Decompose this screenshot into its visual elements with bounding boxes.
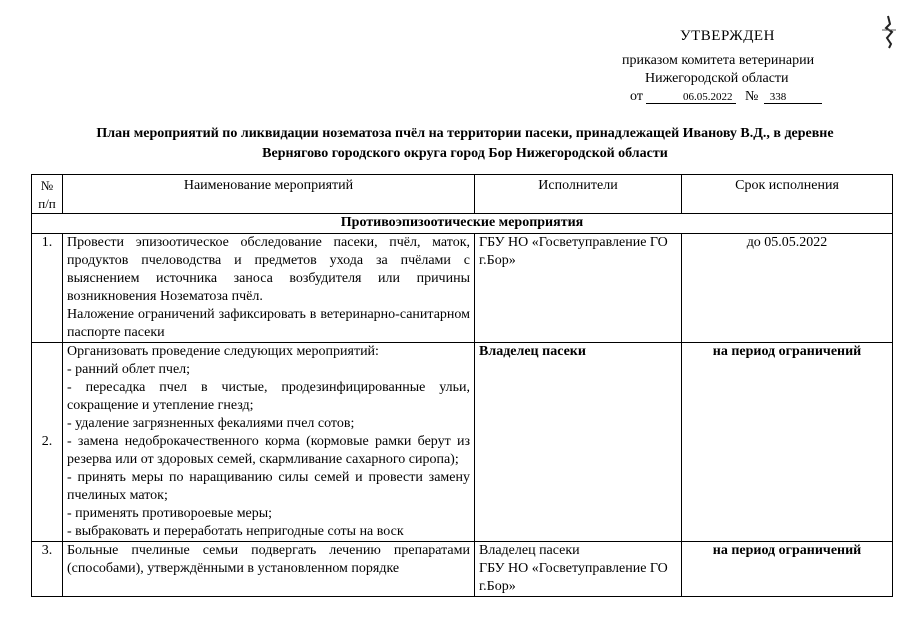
approval-line-1: приказом комитета ветеринарии (622, 53, 815, 68)
measure-line: Больные пчелиные семьи подвергать лечению препаратами (способами), утверждёнными в установленном порядке (67, 543, 470, 576)
header-deadline: Срок исполнения (682, 175, 893, 214)
executors-cell (475, 234, 682, 343)
document-title-line-2: Вернягово городского округа город Бор Нижегородской области (262, 146, 668, 161)
scan-artifact-mark (878, 14, 900, 50)
measure-line: - принять меры по наращиванию силы семей и провести замену пчелиных маток; (67, 470, 470, 503)
table-header-row (32, 175, 893, 214)
executor: Владелец пасеки (479, 344, 586, 359)
executors-cell (475, 343, 682, 542)
measure-line: - ранний облет пчел; (67, 362, 191, 377)
approval-title: УТВЕРЖДЕН (680, 28, 775, 44)
measures-table (31, 174, 893, 597)
document-title (40, 124, 890, 164)
measure-text (63, 234, 475, 343)
executor: Владелец пасеки (479, 543, 580, 558)
measure-line: - пересадка пчел в чистые, продезинфицированные ульи, сокращение и утепление гнезд; (67, 380, 470, 413)
deadline-cell: на период ограничений (682, 542, 893, 597)
header-no: № п/п (32, 175, 63, 214)
table-row (32, 343, 893, 542)
section-row (32, 214, 893, 234)
measure-text (63, 542, 475, 597)
row-number: 1. (32, 234, 63, 343)
approval-line-2: Нижегородской области (645, 71, 789, 86)
measure-line: - замена недоброкачественного корма (кормовые рамки берут из резерва или от здоровых семей, скармливание сахарного сиропа); (67, 434, 470, 467)
executor: ГБУ НО «Госветуправление ГО г.Бор» (479, 235, 668, 268)
measure-line: - применять противороевые меры; (67, 506, 273, 521)
row-number: 2. (32, 343, 63, 542)
header-name: Наименование мероприятий (63, 175, 475, 214)
row-number: 3. (32, 542, 63, 597)
measure-line: - удаление загрязненных фекалиями пчел сотов; (67, 416, 355, 431)
executor: ГБУ НО «Госветуправление ГО г.Бор» (479, 561, 668, 594)
document-title-line-1: План мероприятий по ликвидации нозематоза пчёл на территории пасеки, принадлежащей Иванову В.Д., в деревне (96, 126, 834, 141)
measure-line: Организовать проведение следующих мероприятий: (67, 344, 379, 359)
measure-line: Провести эпизоотическое обследование пасеки, пчёл, маток, продуктов пчеловодства и предметов ухода за пчёлами с выяснением источника заноса возбудителя или причины возникновения Нозематоза пчёл. (67, 235, 470, 304)
header-executors: Исполнители (475, 175, 682, 214)
approval-date: 06.05.2022 (646, 91, 736, 104)
measure-line: Наложение ограничений зафиксировать в ветеринарно-санитарном паспорте пасеки (67, 307, 470, 340)
from-label: от (630, 89, 643, 104)
number-sign: № (744, 89, 759, 104)
measure-text (63, 343, 475, 542)
measure-line: - выбраковать и переработать непригодные соты на воск (67, 524, 404, 539)
approval-number: 338 (764, 91, 822, 104)
section-title: Противоэпизоотические мероприятия (32, 214, 893, 234)
table-row (32, 234, 893, 343)
deadline-cell: на период ограничений (682, 343, 893, 542)
table-row (32, 542, 893, 597)
approval-date-line (630, 89, 822, 105)
executors-cell (475, 542, 682, 597)
deadline-cell: до 05.05.2022 (682, 234, 893, 343)
